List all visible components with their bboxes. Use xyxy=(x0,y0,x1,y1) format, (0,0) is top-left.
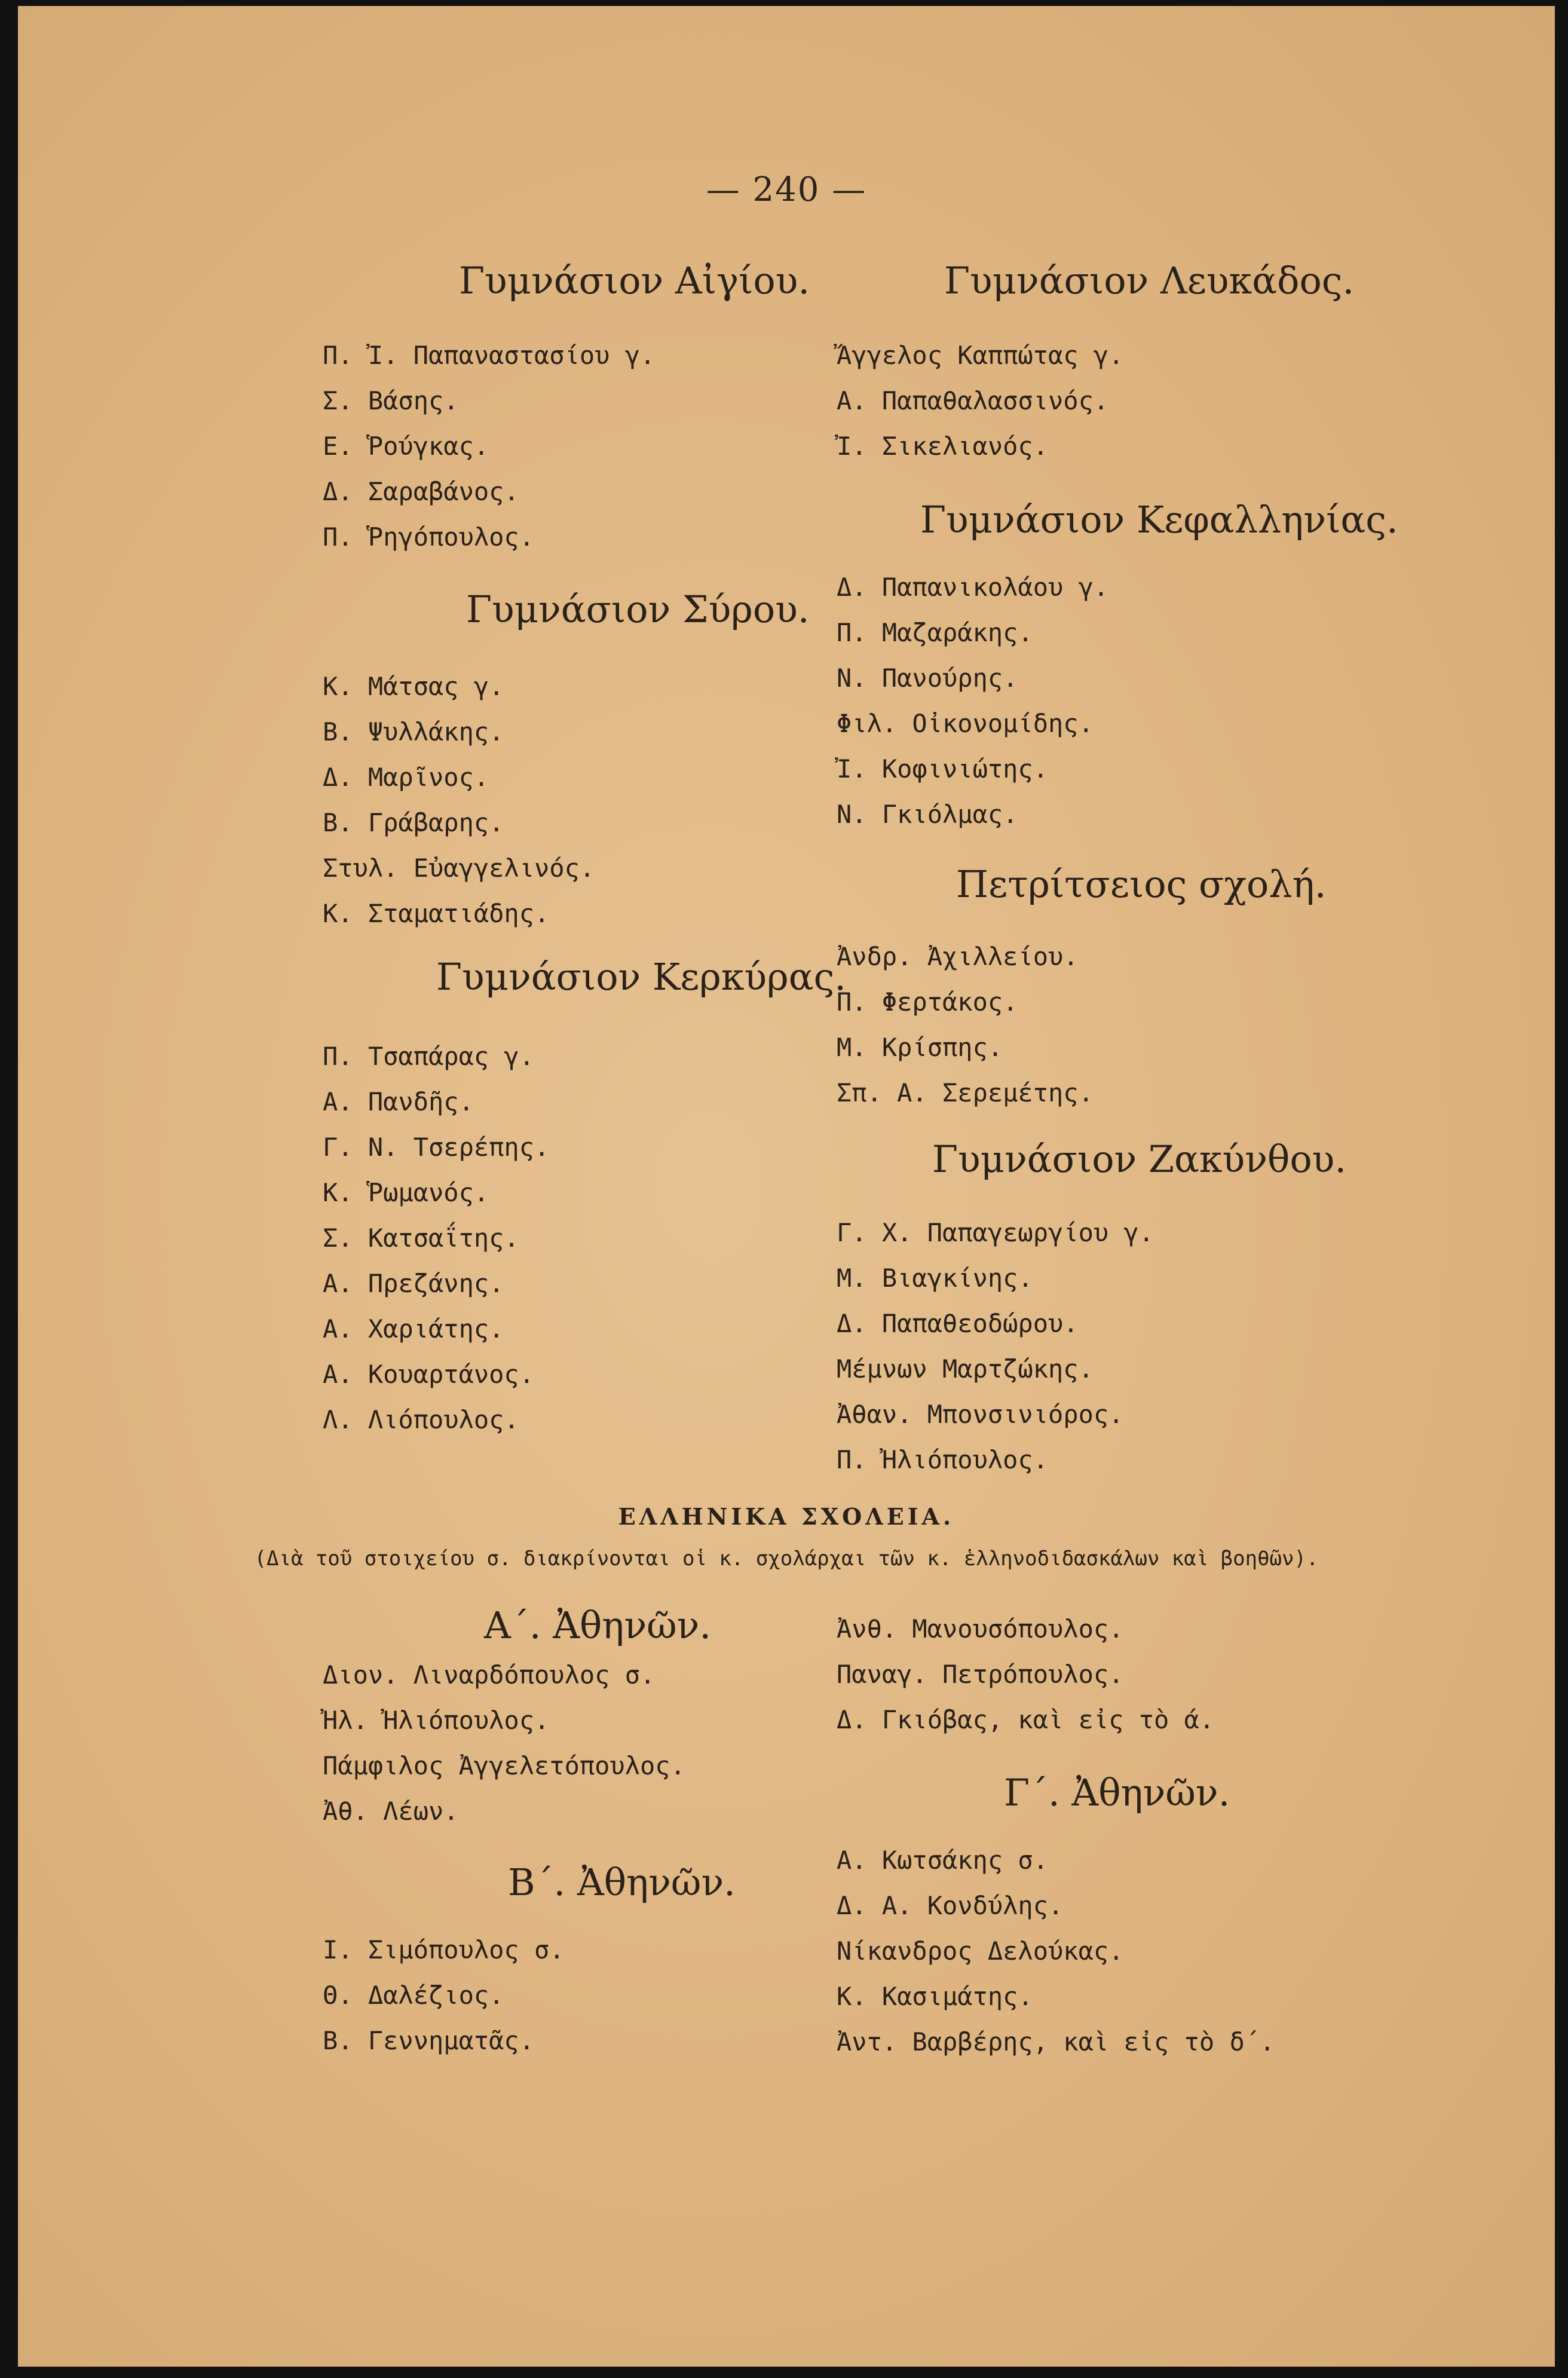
list-item: Α. Πανδῆς. xyxy=(323,1087,474,1116)
section-note: (Διὰ τοῦ στοιχείου σ. διακρίνονται οἱ κ. σχολάρχαι τῶν κ. ἑλληνοδιδασκάλων καὶ βοηθῶν). xyxy=(254,1547,1319,1571)
section-kerkyra xyxy=(323,950,860,1443)
list-item: Α. Χαριάτης. xyxy=(323,1314,504,1343)
section-petritseios xyxy=(837,858,1374,1116)
list-item: Ν. Πανούρης. xyxy=(837,663,1018,693)
list-item: Α. Παπαθαλασσινός. xyxy=(837,386,1109,415)
list-item: Δ. Παπαθεοδώρου. xyxy=(837,1309,1079,1338)
section-b-athens xyxy=(323,1856,860,2064)
list-item: Π. Τσαπάρας γ. xyxy=(323,1042,535,1071)
list-item: Κ. Κασιμάτης. xyxy=(837,1982,1033,2011)
heading-b-athens: Β΄. Ἀθηνῶν. xyxy=(508,1860,736,1904)
list-item: Α. Κουαρτάνος. xyxy=(323,1360,535,1389)
list-item: Κ. Ῥωμανός. xyxy=(323,1178,489,1207)
section-aigio xyxy=(323,254,860,560)
list-item: Π. Ῥηγόπουλος. xyxy=(323,522,535,552)
heading-a-athens: Α΄. Ἀθηνῶν. xyxy=(484,1603,712,1647)
list-item: Π. Ἰ. Παπαναστασίου γ. xyxy=(323,341,656,370)
list-item: Σ. Βάσης. xyxy=(323,386,459,415)
list-item: Φιλ. Οἰκονομίδης. xyxy=(837,709,1094,738)
heading-syros: Γυμνάσιον Σύρου. xyxy=(466,587,810,631)
section-title-hellenic-schools: ΕΛΛΗΝΙΚΑ ΣΧΟΛΕΙΑ. xyxy=(618,1503,955,1530)
section-a-continued xyxy=(837,1606,1374,1743)
list-item: Ἀθαν. Μπονσινιόρος. xyxy=(837,1400,1124,1429)
list-item: Π. Ἠλιόπουλος. xyxy=(837,1445,1049,1474)
list-item: Γ. Χ. Παπαγεωργίου γ. xyxy=(837,1218,1154,1247)
list-item: Δ. Μαρῖνος. xyxy=(323,763,489,792)
list-item: Π. Φερτάκος. xyxy=(837,987,1018,1017)
list-item: Σπ. Α. Σερεμέτης. xyxy=(837,1078,1094,1107)
list-item: Α. Πρεζάνης. xyxy=(323,1269,504,1298)
list-item: Μ. Βιαγκίνης. xyxy=(837,1263,1033,1293)
list-item: Κ. Σταματιάδης. xyxy=(323,899,550,928)
section-g-athens xyxy=(837,1766,1374,2065)
list-item: Λ. Λιόπουλος. xyxy=(323,1405,519,1434)
list-item: Δ. Σαραβάνος. xyxy=(323,477,519,506)
list-item: Δ. Γκιόβας, καὶ εἰς τὸ ά. xyxy=(837,1705,1215,1734)
list-item: Ἠλ. Ἠλιόπουλος. xyxy=(323,1706,550,1735)
list-item: Β. Γεννηματᾶς. xyxy=(323,2026,535,2055)
heading-petritseios: Πετρίτσειος σχολή. xyxy=(956,862,1327,906)
heading-g-athens: Γ΄. Ἀθηνῶν. xyxy=(1004,1771,1230,1814)
section-syros xyxy=(323,583,860,936)
section-lefkada xyxy=(837,254,1374,469)
list-item: Διον. Λιναρδόπουλος σ. xyxy=(323,1660,656,1690)
list-item: Ε. Ῥούγκας. xyxy=(323,431,489,461)
list-item: Νίκανδρος Δελούκας. xyxy=(837,1936,1124,1966)
list-item: Α. Κωτσάκης σ. xyxy=(837,1846,1049,1875)
list-item: Κ. Μάτσας γ. xyxy=(323,672,504,701)
list-item: Ι. Σιμόπουλος σ. xyxy=(323,1935,565,1964)
list-item: Β. Ψυλλάκης. xyxy=(323,717,504,746)
document-page xyxy=(18,6,1555,2367)
list-item: Δ. Παπανικολάου γ. xyxy=(837,573,1109,602)
list-item: Π. Μαζαράκης. xyxy=(837,618,1033,647)
section-a-athens xyxy=(323,1599,860,1834)
list-item: Ν. Γκιόλμας. xyxy=(837,800,1018,829)
heading-kerkyra: Γυμνάσιον Κερκύρας. xyxy=(436,955,846,999)
heading-kefallinia: Γυμνάσιον Κεφαλληνίας. xyxy=(920,498,1398,541)
list-item: Β. Γράβαρης. xyxy=(323,808,504,837)
list-item: Πάμφιλος Ἀγγελετόπουλος. xyxy=(323,1751,685,1780)
section-kefallinia xyxy=(837,493,1398,837)
list-item: Στυλ. Εὐαγγελινός. xyxy=(323,853,595,883)
page-number: — 240 — xyxy=(706,170,867,209)
list-item: Δ. Α. Κονδύλης. xyxy=(837,1891,1064,1920)
list-item: Θ. Δαλέζιος. xyxy=(323,1981,504,2010)
list-item: Μέμνων Μαρτζώκης. xyxy=(837,1354,1094,1384)
list-item: Ἀνθ. Μανουσόπουλος. xyxy=(837,1614,1124,1644)
heading-lefkada: Γυμνάσιον Λευκάδος. xyxy=(944,259,1355,302)
list-item: Σ. Κατσαΐτης. xyxy=(323,1223,519,1253)
list-item: Παναγ. Πετρόπουλος. xyxy=(837,1660,1124,1689)
list-item: Ἀνδρ. Ἀχιλλείου. xyxy=(837,942,1079,971)
list-item: Γ. Ν. Τσερέπης. xyxy=(323,1133,550,1162)
list-item: Ἀντ. Βαρβέρης, καὶ εἰς τὸ δ΄. xyxy=(837,2027,1275,2056)
list-item: Μ. Κρίσπης. xyxy=(837,1033,1003,1062)
list-item: Ἄγγελος Καππώτας γ. xyxy=(837,341,1124,370)
heading-zakynthos: Γυμνάσιον Ζακύνθου. xyxy=(932,1137,1347,1181)
list-item: Ἰ. Κοφινιώτης. xyxy=(837,754,1049,784)
heading-aigio: Γυμνάσιον Αἰγίου. xyxy=(459,259,810,302)
list-item: Ἰ. Σικελιανός. xyxy=(837,431,1049,461)
section-zakynthos xyxy=(837,1133,1374,1483)
list-item: Ἀθ. Λέων. xyxy=(323,1796,459,1826)
